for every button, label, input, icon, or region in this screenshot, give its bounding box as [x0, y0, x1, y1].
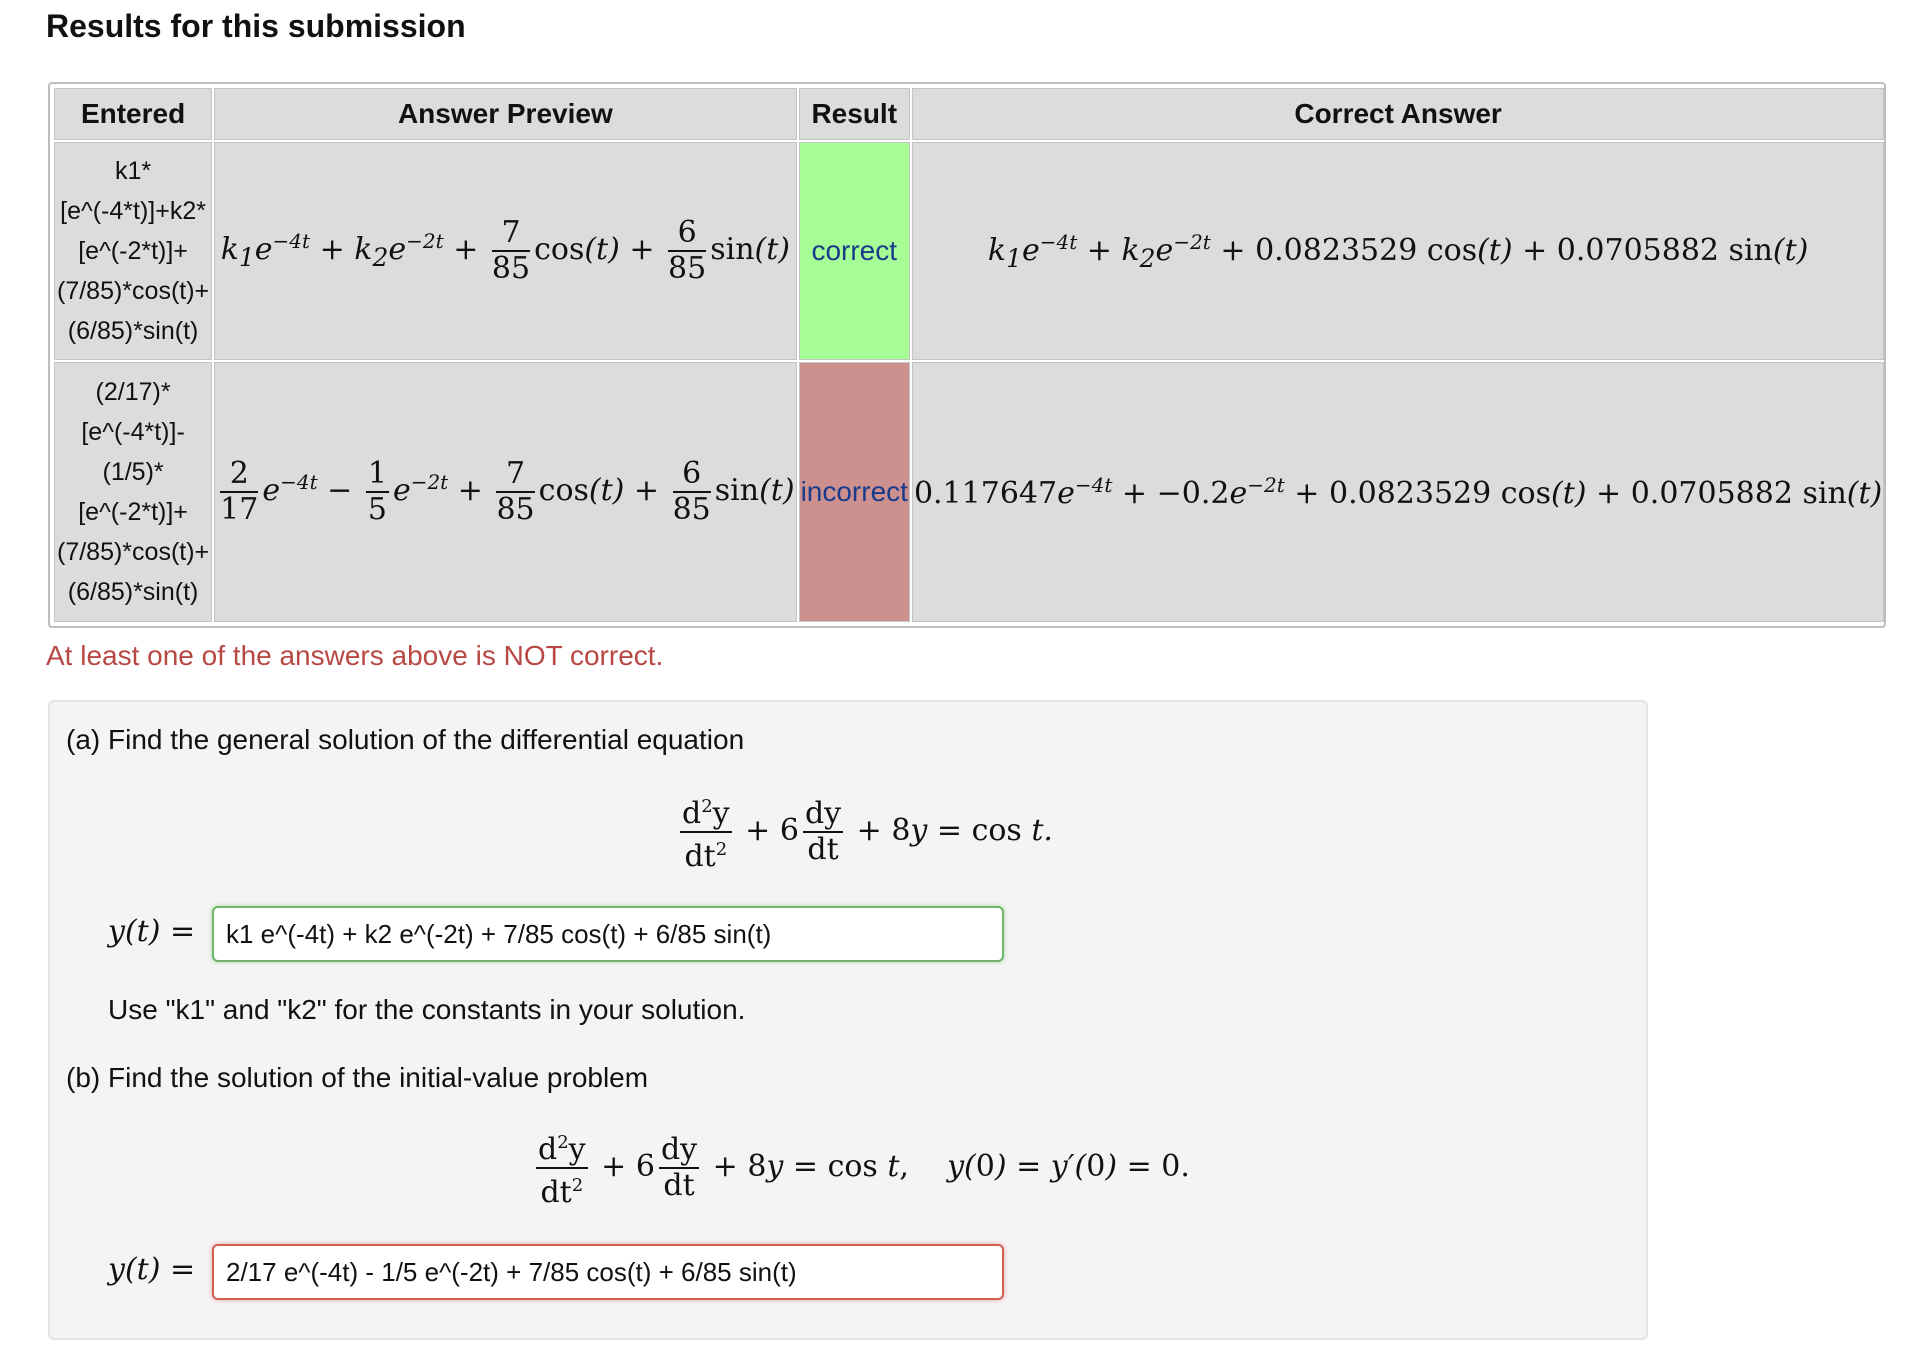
- entered-line: (7/85)*cos(t)+: [57, 538, 210, 566]
- table-row: [54, 142, 1884, 360]
- entered-cell: [54, 362, 212, 622]
- entered-line: [e^(-2*t)]+: [78, 498, 188, 526]
- entered-line: k1*: [115, 157, 152, 185]
- entered-cell: [54, 142, 212, 360]
- problem-panel: [48, 700, 1648, 1340]
- result-cell-correct: correct: [799, 142, 910, 360]
- constants-hint: Use "k1" and "k2" for the constants in your solution.: [108, 994, 746, 1025]
- entered-line: (6/85)*sin(t): [67, 317, 199, 345]
- entered-line: (1/5)*: [102, 458, 164, 486]
- answer-a-input[interactable]: [212, 906, 1004, 962]
- page-title: Results for this submission: [46, 8, 466, 44]
- entered-line: [e^(-4*t)]-: [81, 418, 185, 446]
- results-table-container: [48, 82, 1886, 628]
- part-a-prompt: (a) Find the general solution of the differential equation: [66, 724, 745, 755]
- header-entered: Entered: [54, 88, 212, 140]
- correct-answer-cell: $k_1e^{-4t} + k_2e^{-2t} + 0.0823529$ cos(t) + 0.0705882 sin(t): [912, 142, 1884, 360]
- differential-equation: $\frac{d^2y}{dt^2}$ + 6 $\frac{dy}{dt}$ + 8y = cos t.: [676, 790, 1053, 874]
- entered-line: [e^(-4*t)]+k2*: [60, 197, 206, 225]
- entered-line: (6/85)*sin(t): [67, 578, 199, 606]
- entered-line: (7/85)*cos(t)+: [57, 277, 210, 305]
- entered-line: [e^(-2*t)]+: [78, 237, 188, 265]
- header-result: Result: [799, 88, 910, 140]
- part-b-prompt: (b) Find the solution of the initial-value problem: [66, 1062, 649, 1093]
- answer-preview-cell: $\frac{2}{17}$ $e^{-4t}$ − $\frac{1}{5}$ $e^{-2t}$ + $\frac{7}{85}$ cos(t) + $\frac{6}{85}$ sin(t): [214, 362, 796, 622]
- y-label: y(t) =: [108, 1252, 196, 1287]
- table-row: [54, 362, 1884, 622]
- results-table: [52, 86, 1886, 624]
- answer-b-input[interactable]: [212, 1244, 1004, 1300]
- header-answer-preview: Answer Preview: [214, 88, 796, 140]
- entered-line: (2/17)*: [95, 378, 171, 406]
- result-cell-incorrect: incorrect: [799, 362, 910, 622]
- answer-preview-cell: $k_1e^{-4t} + k_2e^{-2t}$ + $\frac{7}{85}$ cos(t) + $\frac{6}{85}$ sin(t): [214, 142, 796, 360]
- initial-value-equation: $\frac{d^2y}{dt^2}$ + 6 $\frac{dy}{dt}$ + 8y = cos t, y(0) = y′(0) = 0.: [532, 1126, 1190, 1210]
- warning-message: At least one of the answers above is NOT correct.: [46, 640, 664, 671]
- y-label: y(t) =: [108, 914, 196, 949]
- header-correct-answer: Correct Answer: [912, 88, 1884, 140]
- table-header-row: [54, 88, 1884, 140]
- correct-answer-cell: $0.117647e^{-4t} + -0.2e^{-2t} + 0.0823529$ cos(t) + 0.0705882 sin(t): [912, 362, 1884, 622]
